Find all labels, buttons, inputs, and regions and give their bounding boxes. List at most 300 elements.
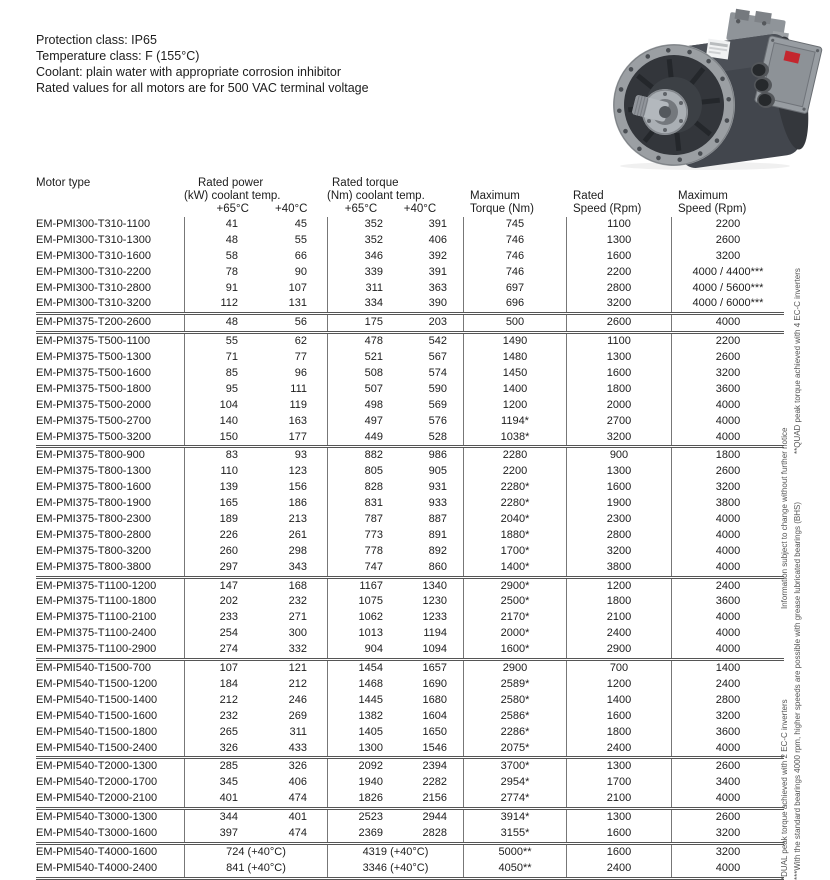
- cell-t40: 1546: [422, 741, 447, 754]
- cell-name: EM-PMI375-T800-1600: [36, 481, 151, 494]
- cell-ms: 4000: [671, 414, 784, 430]
- cell-p40: 343: [288, 560, 307, 573]
- temperature-class-line: Temperature class: F (155°C): [36, 49, 200, 63]
- cell-ms: 3200: [671, 845, 784, 861]
- cell-ms: 4000: [671, 398, 784, 414]
- cell-p40: 56: [294, 316, 307, 329]
- cell-p65: 326: [184, 741, 255, 757]
- header-power-65: +65°C: [216, 203, 249, 215]
- cell-t65: 1300: [327, 741, 395, 757]
- cell-p40: 271: [288, 611, 307, 624]
- cell-name: EM-PMI540-T1500-1400: [36, 693, 158, 706]
- cell-name: EM-PMI300-T310-1300: [36, 233, 151, 246]
- cell-ms: 4000: [671, 741, 784, 757]
- cell-name: EM-PMI300-T310-3200: [36, 297, 151, 310]
- cell-rs: 2600: [566, 315, 671, 331]
- cell-max: 1600*: [463, 642, 566, 658]
- cell-ms: 2600: [671, 350, 784, 366]
- cell-p40: 326: [288, 760, 307, 773]
- cell-tm: 3346 (+40°C): [327, 861, 463, 877]
- cell-max: 2200: [463, 464, 566, 480]
- cell-p40: 406: [288, 776, 307, 789]
- cell-rs: 700: [566, 661, 671, 677]
- cell-ms: 1400: [671, 661, 784, 677]
- cell-t40: 2156: [422, 792, 447, 805]
- cell-name: EM-PMI375-T1100-1800: [36, 595, 157, 608]
- cell-name: EM-PMI300-T310-1100: [36, 218, 151, 230]
- cell-p40: 62: [294, 335, 307, 348]
- cell-p65: 95: [184, 382, 255, 398]
- table-row: [36, 233, 784, 249]
- cell-p65: 85: [184, 366, 255, 382]
- cell-rs: 1600: [566, 826, 671, 842]
- cell-max: 1194*: [463, 414, 566, 430]
- header-rated-torque: Rated torque (Nm) coolant temp. +65°C +40°C: [327, 177, 463, 216]
- cell-p65: 285: [184, 759, 255, 775]
- cell-max: 2900*: [463, 579, 566, 595]
- header-rated-power: Rated power (kW) coolant temp. +65°C +40°C: [184, 177, 327, 216]
- cell-t40: 933: [428, 497, 447, 510]
- cell-t65: 904: [327, 642, 395, 658]
- motor-illustration: [595, 6, 830, 172]
- cell-tm: 4319 (+40°C): [327, 845, 463, 861]
- cell-max: 5000**: [463, 845, 566, 861]
- cell-name: EM-PMI540-T3000-1300: [36, 811, 158, 824]
- cell-p65: 297: [184, 560, 255, 576]
- cell-t65: 507: [327, 382, 395, 398]
- cell-rs: 1100: [566, 217, 671, 233]
- table-row: [36, 414, 784, 430]
- cell-t65: 1075: [327, 594, 395, 610]
- cell-rs: 1600: [566, 249, 671, 265]
- cell-rs: 1300: [566, 464, 671, 480]
- table-row: [36, 661, 784, 677]
- cell-name: EM-PMI540-T2000-2100: [36, 792, 158, 805]
- cell-max: 2586*: [463, 709, 566, 725]
- cell-rs: 2000: [566, 398, 671, 414]
- cell-rs: 2800: [566, 281, 671, 297]
- table-row: [36, 382, 784, 398]
- cell-p40: 121: [288, 662, 307, 675]
- cell-p40: 45: [294, 218, 307, 230]
- table-row: [36, 281, 784, 297]
- table-row: [36, 496, 784, 512]
- cell-p65: 48: [184, 233, 255, 249]
- cell-t65: 352: [327, 233, 395, 249]
- table-row: [36, 759, 784, 775]
- table-row: [36, 610, 784, 626]
- table-row: [36, 265, 784, 281]
- cell-p40: 156: [288, 481, 307, 494]
- cell-p40: 168: [288, 579, 307, 592]
- cell-p40: 474: [288, 826, 307, 839]
- cell-ms: 3600: [671, 382, 784, 398]
- cell-ms: 3200: [671, 826, 784, 842]
- protection-class-line: Protection class: IP65: [36, 33, 157, 47]
- cell-rs: 1900: [566, 496, 671, 512]
- cell-t40: 931: [428, 481, 447, 494]
- cell-t40: 576: [428, 414, 447, 427]
- cell-ms: 2600: [671, 759, 784, 775]
- cell-rs: 1100: [566, 334, 671, 350]
- cell-rs: 1800: [566, 382, 671, 398]
- cell-t65: 521: [327, 350, 395, 366]
- table-row: [36, 741, 784, 757]
- cell-name: EM-PMI540-T2000-1300: [36, 760, 158, 773]
- cell-name: EM-PMI540-T1500-700: [36, 662, 151, 675]
- cell-ms: 4000 / 6000***: [671, 296, 784, 312]
- cell-ms: 2400: [671, 677, 784, 693]
- header-torque-40: +40°C: [403, 203, 437, 215]
- cell-name: EM-PMI375-T500-1600: [36, 367, 151, 380]
- cell-max: 2286*: [463, 725, 566, 741]
- cell-rs: 2200: [566, 265, 671, 281]
- cell-rs: 3200: [566, 544, 671, 560]
- cell-t65: 1013: [327, 626, 395, 642]
- cell-ms: 4000 / 5600***: [671, 281, 784, 297]
- cell-t65: 352: [327, 217, 395, 233]
- cell-max: 1480: [463, 350, 566, 366]
- cell-p40: 246: [288, 693, 307, 706]
- cell-max: 2774*: [463, 791, 566, 807]
- cell-p40: 55: [294, 233, 307, 246]
- cell-name: EM-PMI375-T500-3200: [36, 430, 151, 443]
- cell-max: 697: [463, 281, 566, 297]
- cell-rs: 2400: [566, 626, 671, 642]
- cell-p65: 91: [184, 281, 255, 297]
- table-row: [36, 826, 784, 842]
- cell-max: 3155*: [463, 826, 566, 842]
- cell-t40: 1650: [422, 725, 447, 738]
- cell-t40: 2828: [422, 826, 447, 839]
- coolant-line: Coolant: plain water with appropriate corrosion inhibitor: [36, 65, 342, 79]
- cell-t65: 882: [327, 448, 395, 464]
- cell-name: EM-PMI375-T1100-2900: [36, 643, 157, 656]
- table-row: [36, 845, 784, 861]
- table-header: [36, 177, 784, 216]
- cell-max: 745: [463, 217, 566, 233]
- cell-name: EM-PMI375-T500-2000: [36, 398, 151, 411]
- cell-name: EM-PMI375-T200-2600: [36, 316, 151, 329]
- cell-name: EM-PMI375-T1100-2100: [36, 611, 157, 624]
- cell-t40: 203: [428, 316, 447, 329]
- cell-p65: 401: [184, 791, 255, 807]
- cell-t65: 831: [327, 496, 395, 512]
- cell-p40: 213: [288, 513, 307, 526]
- cell-p65: 55: [184, 334, 255, 350]
- table-row: [36, 334, 784, 350]
- cell-t65: 778: [327, 544, 395, 560]
- cell-p65: 147: [184, 579, 255, 595]
- cell-name: EM-PMI540-T1500-1600: [36, 709, 158, 722]
- cell-t40: 986: [428, 449, 447, 462]
- header-rated-speed: Rated Speed (Rpm): [573, 190, 642, 215]
- cell-ms: 2400: [671, 579, 784, 595]
- cell-max: 1700*: [463, 544, 566, 560]
- motor-spec-table: [36, 177, 784, 880]
- table-row: [36, 579, 784, 595]
- rated-values-line: Rated values for all motors are for 500 VAC terminal voltage: [36, 81, 369, 95]
- motor-product-photo: [595, 6, 830, 172]
- cell-max: 746: [463, 249, 566, 265]
- cell-p65: 107: [184, 661, 255, 677]
- cell-max: 1490: [463, 334, 566, 350]
- cell-name: EM-PMI375-T800-3800: [36, 560, 151, 573]
- cell-name: EM-PMI375-T1100-2400: [36, 627, 157, 640]
- cell-t65: 1445: [327, 693, 395, 709]
- cell-name: EM-PMI375-T500-1300: [36, 351, 151, 364]
- cell-rs: 2100: [566, 610, 671, 626]
- footnote-bearings: ***With the standard bearings 4000 rpm, higher speeds are possible with grease lubricated bearings (BHS): [793, 502, 802, 880]
- cell-rs: 900: [566, 448, 671, 464]
- cell-p65: 112: [184, 296, 255, 312]
- cell-t40: 2944: [422, 811, 447, 824]
- cell-max: 746: [463, 233, 566, 249]
- cell-p65: 274: [184, 642, 255, 658]
- cell-max: 746: [463, 265, 566, 281]
- cell-p65: 48: [184, 315, 255, 331]
- cell-t40: 567: [428, 351, 447, 364]
- cell-t40: 528: [428, 430, 447, 443]
- cell-max: 2900: [463, 661, 566, 677]
- cell-t65: 1468: [327, 677, 395, 693]
- cell-rs: 1600: [566, 709, 671, 725]
- cell-name: EM-PMI375-T500-1800: [36, 382, 151, 395]
- table-row: [36, 430, 784, 446]
- header-power-40: +40°C: [275, 203, 308, 215]
- cell-p40: 401: [288, 811, 307, 824]
- cell-name: EM-PMI375-T800-1300: [36, 465, 151, 478]
- cell-rs: 2300: [566, 512, 671, 528]
- cell-p40: 107: [288, 281, 307, 294]
- cell-ms: 3200: [671, 709, 784, 725]
- table-row: [36, 398, 784, 414]
- cell-t40: 892: [428, 544, 447, 557]
- cell-max: 4050**: [463, 861, 566, 877]
- cell-p65: 150: [184, 430, 255, 446]
- cell-pm: 841 (+40°C): [184, 861, 327, 877]
- cell-max: 2040*: [463, 512, 566, 528]
- table-row: [36, 512, 784, 528]
- cell-p40: 131: [288, 297, 307, 310]
- cell-p65: 184: [184, 677, 255, 693]
- table-row: [36, 296, 784, 312]
- cell-max: 2589*: [463, 677, 566, 693]
- cell-t65: 1940: [327, 775, 395, 791]
- cell-t40: 392: [428, 249, 447, 262]
- motor-group: [36, 448, 784, 578]
- cell-p65: 83: [184, 448, 255, 464]
- cell-rs: 1600: [566, 480, 671, 496]
- cell-ms: 2600: [671, 810, 784, 826]
- cell-t65: 339: [327, 265, 395, 281]
- cell-t65: 508: [327, 366, 395, 382]
- cell-t65: 498: [327, 398, 395, 414]
- cell-max: 500: [463, 315, 566, 331]
- table-row: [36, 315, 784, 331]
- cell-t65: 1826: [327, 791, 395, 807]
- cell-t65: 2369: [327, 826, 395, 842]
- cell-name: EM-PMI375-T1100-1200: [36, 579, 157, 592]
- cell-p40: 433: [288, 741, 307, 754]
- cell-ms: 4000: [671, 610, 784, 626]
- cell-p40: 90: [294, 265, 307, 278]
- motor-group: [36, 579, 784, 661]
- cell-p65: 397: [184, 826, 255, 842]
- table-row: [36, 544, 784, 560]
- cell-name: EM-PMI375-T800-3200: [36, 544, 151, 557]
- cell-t65: 1382: [327, 709, 395, 725]
- cell-max: 1450: [463, 366, 566, 382]
- cell-p40: 232: [288, 595, 307, 608]
- cell-p65: 265: [184, 725, 255, 741]
- cell-p65: 212: [184, 693, 255, 709]
- cell-p65: 260: [184, 544, 255, 560]
- table-row: [36, 693, 784, 709]
- cell-rs: 1300: [566, 350, 671, 366]
- table-row: [36, 594, 784, 610]
- cell-max: 3914*: [463, 810, 566, 826]
- motor-group: [36, 334, 784, 448]
- cell-p40: 93: [294, 449, 307, 462]
- cell-p40: 261: [288, 528, 307, 541]
- footnote-column-inner: [779, 428, 791, 880]
- cell-rs: 2100: [566, 791, 671, 807]
- cell-p40: 111: [290, 382, 307, 395]
- cell-p65: 140: [184, 414, 255, 430]
- cell-max: 2954*: [463, 775, 566, 791]
- table-row: [36, 709, 784, 725]
- cell-p65: 41: [184, 217, 255, 233]
- cell-rs: 1400: [566, 693, 671, 709]
- cell-t40: 406: [428, 233, 447, 246]
- cell-max: 1880*: [463, 528, 566, 544]
- cell-rs: 1800: [566, 725, 671, 741]
- cell-t40: 590: [428, 382, 447, 395]
- table-row: [36, 775, 784, 791]
- cell-p65: 226: [184, 528, 255, 544]
- cell-p40: 66: [294, 249, 307, 262]
- cell-p40: 474: [288, 792, 307, 805]
- cell-rs: 1600: [566, 366, 671, 382]
- cell-ms: 3600: [671, 725, 784, 741]
- cell-ms: 4000: [671, 528, 784, 544]
- cell-name: EM-PMI375-T800-1900: [36, 497, 151, 510]
- cell-p65: 233: [184, 610, 255, 626]
- cell-t65: 1454: [327, 661, 395, 677]
- cell-p65: 110: [184, 464, 255, 480]
- cell-p40: 119: [289, 398, 307, 411]
- cell-max: 2170*: [463, 610, 566, 626]
- cell-t40: 391: [428, 265, 447, 278]
- cell-t65: 787: [327, 512, 395, 528]
- cell-p40: 332: [288, 643, 307, 656]
- cell-ms: 2600: [671, 233, 784, 249]
- cell-t40: 1340: [422, 579, 447, 592]
- cell-p40: 212: [288, 677, 307, 690]
- cell-t40: 542: [428, 335, 447, 348]
- cell-max: 2280*: [463, 496, 566, 512]
- cell-t40: 860: [428, 560, 447, 573]
- cell-t40: 1094: [422, 643, 447, 656]
- table-row: [36, 480, 784, 496]
- cell-p40: 311: [289, 725, 307, 738]
- table-row: [36, 350, 784, 366]
- table-row: [36, 217, 784, 233]
- cell-max: 2280*: [463, 480, 566, 496]
- cell-t40: 1233: [422, 611, 447, 624]
- cell-name: EM-PMI375-T800-900: [36, 449, 145, 462]
- cell-p65: 189: [184, 512, 255, 528]
- table-row: [36, 366, 784, 382]
- cell-t65: 1167: [327, 579, 395, 595]
- cell-p40: 186: [288, 497, 307, 510]
- cell-name: EM-PMI540-T1500-2400: [36, 741, 158, 754]
- cell-rs: 1300: [566, 759, 671, 775]
- cell-ms: 4000: [671, 791, 784, 807]
- cell-t65: 828: [327, 480, 395, 496]
- cell-ms: 4000: [671, 560, 784, 576]
- cell-p65: 232: [184, 709, 255, 725]
- cell-p65: 78: [184, 265, 255, 281]
- cell-t65: 478: [327, 334, 395, 350]
- cell-t65: 311: [327, 281, 395, 297]
- cell-ms: 3800: [671, 496, 784, 512]
- cell-t40: 1690: [422, 677, 447, 690]
- cell-t40: 574: [428, 367, 447, 380]
- footnote-dual: *DUAL peak torque achieved with 2 EC-C inverters: [780, 699, 789, 880]
- table-row: [36, 560, 784, 576]
- cell-p65: 71: [184, 350, 255, 366]
- motor-group: [36, 845, 784, 880]
- table-row: [36, 791, 784, 807]
- footnote-info: Information subject to change without further notice: [780, 428, 789, 610]
- cell-t65: 773: [327, 528, 395, 544]
- cell-name: EM-PMI540-T1500-1800: [36, 725, 158, 738]
- table-row: [36, 464, 784, 480]
- cell-name: EM-PMI300-T310-1600: [36, 249, 151, 262]
- cell-t40: 390: [428, 297, 447, 310]
- cell-name: EM-PMI300-T310-2200: [36, 265, 151, 278]
- cell-p65: 344: [184, 810, 255, 826]
- cell-name: EM-PMI375-T500-2700: [36, 414, 151, 427]
- cell-rs: 1800: [566, 594, 671, 610]
- header-max-torque: Maximum Torque (Nm): [470, 190, 534, 215]
- cell-p40: 96: [294, 367, 307, 380]
- cell-p65: 202: [184, 594, 255, 610]
- cell-name: EM-PMI540-T3000-1600: [36, 826, 158, 839]
- cell-t40: 1230: [422, 595, 447, 608]
- cell-ms: 4000: [671, 626, 784, 642]
- cell-rs: 1700: [566, 775, 671, 791]
- cell-t40: 2282: [422, 776, 447, 789]
- table-row: [36, 642, 784, 658]
- cell-t65: 1062: [327, 610, 395, 626]
- cell-rs: 2400: [566, 861, 671, 877]
- cell-rs: 3200: [566, 296, 671, 312]
- table-row: [36, 861, 784, 877]
- cell-p40: 163: [288, 414, 307, 427]
- cell-t65: 747: [327, 560, 395, 576]
- cell-max: 2075*: [463, 741, 566, 757]
- cell-rs: 2800: [566, 528, 671, 544]
- cell-p40: 77: [294, 351, 307, 364]
- motor-group: [36, 759, 784, 810]
- cell-max: 2280: [463, 448, 566, 464]
- cell-t65: 334: [327, 296, 395, 312]
- cell-rs: 3800: [566, 560, 671, 576]
- table-row: [36, 810, 784, 826]
